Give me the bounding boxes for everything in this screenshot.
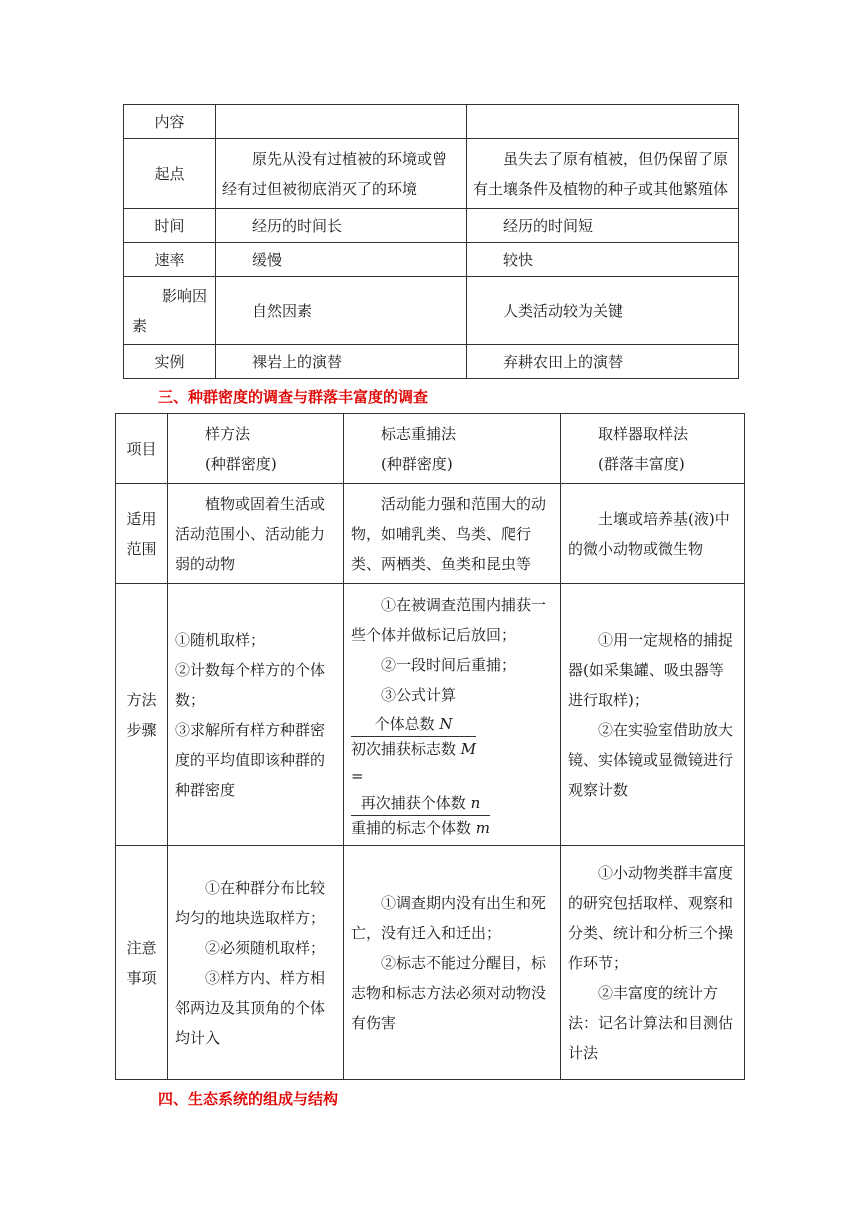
row-label [116,484,168,584]
variable: N [439,714,453,733]
header-name: 取样器取样法 [598,424,689,443]
step-text: ①在被调查范围内捕获一些个体并做标记后放回； [351,595,547,644]
secondary-succession-cell [467,243,739,277]
notes-mark-recapture-cell [344,846,561,1080]
method-sampler-cell [561,584,745,846]
secondary-succession-cell [467,105,739,139]
fraction-numerator [351,712,476,737]
primary-succession-cell [216,243,467,277]
row-label-line: 影响因 [162,286,208,305]
table-header-row [116,414,745,484]
method-mark-recapture-cell [344,584,561,846]
scope-sampler-cell [561,484,745,584]
cell-text: 自然因素 [252,301,313,320]
header-sampler [561,414,745,484]
cell-text: 经历的时间短 [503,216,594,235]
primary-succession-cell [216,209,467,243]
lincoln-index-formula [351,710,553,840]
row-label [124,277,216,345]
variable: n [470,793,481,812]
denominator-text: 重捕的标志个体数 [351,818,472,837]
row-label-line: 步骤 [126,720,157,739]
header-name: 标志重捕法 [381,424,457,443]
header-sub: (种群密度) [381,454,453,473]
secondary-succession-cell [467,209,739,243]
notes-quadrat-cell [168,846,344,1080]
cell-text: 活动能力强和范围大的动物，如哺乳类、鸟类、爬行类、两栖类、鱼类和昆虫等 [351,494,547,573]
note-text: ①小动物类群丰富度的研究包括取样、观察和分类、统计和分析三个操作环节； [568,863,734,972]
table-row [124,105,739,139]
row-label: 实例 [124,345,216,379]
note-text: ②标志不能过分醒目，标志物和标志方法必须对动物没有伤害 [351,953,547,1032]
header-quadrat [168,414,344,484]
cell-text: 虽失去了原有植被，但仍保留了原有土壤条件及植物的种子或其他繁殖体 [473,149,729,198]
table-row [116,484,745,584]
fraction-denominator [351,816,490,840]
step-text: ②在实验室借助放大镜、实体镜或显微镜进行观察计数 [568,720,734,799]
row-label: 时间 [124,209,216,243]
step-text: ③求解所有样方种群密度的平均值即该种群的种群密度 [175,720,326,799]
notes-sampler-cell [561,846,745,1080]
note-text: ①在种群分布比较均匀的地块选取样方； [175,878,326,927]
primary-succession-cell [216,277,467,345]
header-item: 项目 [116,414,168,484]
succession-comparison-table [123,104,739,379]
primary-succession-cell [216,105,467,139]
row-label: 起点 [124,139,216,209]
note-text: ②必须随机取样； [205,938,326,957]
table-row [124,139,739,209]
header-name: 样方法 [205,424,251,443]
table-row [124,209,739,243]
cell-text: 人类活动较为关键 [503,301,624,320]
section-heading: 四、生态系统的组成与结构 [158,1090,339,1108]
formula-left-fraction [351,712,476,761]
cell-text: 植物或固着生活或活动范围小、活动能力弱的动物 [175,494,326,573]
formula-right-fraction [351,791,490,840]
variable: M [460,739,477,758]
note-text: ③样方内、样方相邻两边及其顶角的个体均计入 [175,968,326,1047]
table-row [124,277,739,345]
cell-text: 经历的时间长 [252,216,343,235]
row-label-line: 注意 [126,938,157,957]
equals-sign: = [351,766,364,785]
row-label: 速率 [124,243,216,277]
primary-succession-cell [216,345,467,379]
row-label-line: 范围 [126,539,157,558]
row-label-line: 方法 [126,690,157,709]
header-sub: (群落丰富度) [598,454,685,473]
secondary-succession-cell [467,277,739,345]
scope-mark-recapture-cell [344,484,561,584]
cell-text: 原先从没有过植被的环境或曾经有过但被彻底消灭了的环境 [222,149,448,198]
row-label-line: 事项 [126,968,157,987]
cell-text: 较快 [503,250,534,269]
fraction-numerator [351,791,490,816]
step-text: ②一段时间后重捕； [381,655,517,674]
cell-text: 缓慢 [252,250,283,269]
row-label-line: 适用 [126,509,157,528]
secondary-succession-cell [467,345,739,379]
denominator-text: 初次捕获标志数 [351,739,457,758]
method-quadrat-cell [168,584,344,846]
step-text: ①用一定规格的捕捉器(如采集罐、吸虫器等进行取样)； [568,630,734,709]
table-row [124,345,739,379]
header-sub: (种群密度) [205,454,277,473]
section-heading: 三、种群密度的调查与群落丰富度的调查 [158,388,429,406]
note-text: ①调查期内没有出生和死亡，没有迁入和迁出； [351,893,547,942]
survey-methods-table [115,413,745,1080]
table-row [116,846,745,1080]
note-text: ②丰富度的统计方法：记名计算法和目测估计法 [568,983,734,1062]
primary-succession-cell [216,139,467,209]
cell-text: 弃耕农田上的演替 [503,352,624,371]
row-label [116,584,168,846]
header-mark-recapture [344,414,561,484]
numerator-text: 个体总数 [374,714,435,733]
cell-text: 土壤或培养基(液)中的微小动物或微生物 [568,509,730,558]
row-label [116,846,168,1080]
scope-quadrat-cell [168,484,344,584]
table-row [116,584,745,846]
step-text: ①随机取样； [175,630,266,649]
fraction-denominator [351,737,476,761]
row-label-line: 素 [132,316,148,335]
numerator-text: 再次捕获个体数 [360,793,466,812]
step-text: ③公式计算 [381,685,457,704]
step-text: ②计数每个样方的个体数； [175,660,326,709]
cell-text: 裸岩上的演替 [252,352,343,371]
variable: m [475,818,491,837]
row-label: 内容 [124,105,216,139]
table-row [124,243,739,277]
secondary-succession-cell [467,139,739,209]
